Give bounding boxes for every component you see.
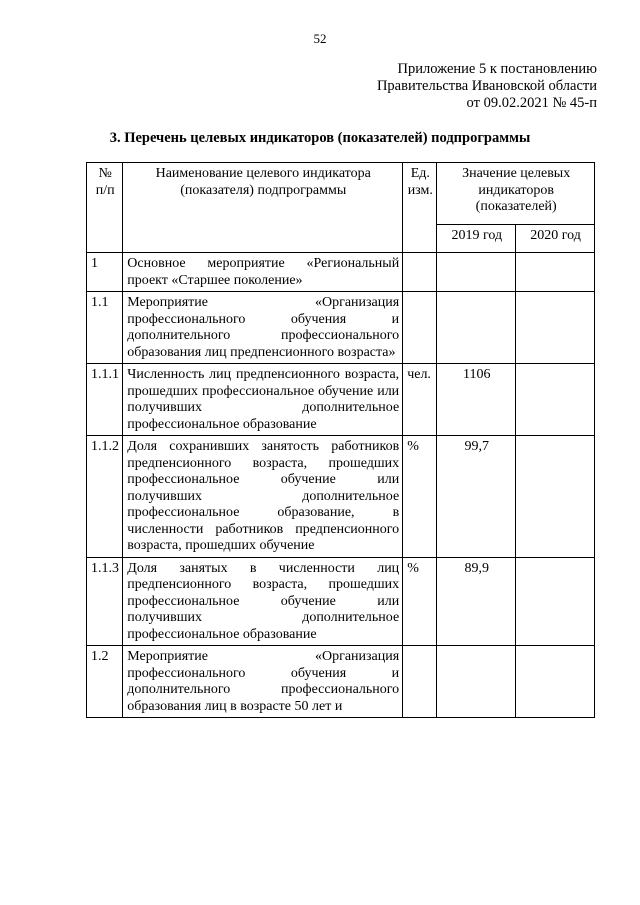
row-value-2019: [437, 253, 516, 292]
table-row: [87, 253, 595, 292]
header-year-2020: 2020 год: [516, 225, 595, 253]
row-value-2020: [516, 364, 595, 436]
row-value-2020: [516, 646, 595, 718]
table-row: [87, 436, 595, 558]
row-value-2020: [516, 292, 595, 364]
row-name: Доля занятых в численности лиц предпенсионного возраста, прошедших профессиональное обучение или получивших дополнительное профессиональное образование: [123, 557, 403, 646]
row-value-2020: [516, 436, 595, 558]
header-name: Наименование целевого индикатора (показателя) подпрограммы: [123, 163, 403, 253]
page-number: 52: [313, 31, 327, 46]
header-num: № п/п: [87, 163, 123, 253]
table-row: [87, 292, 595, 364]
row-num: 1.1.3: [87, 557, 123, 646]
row-name: Основное мероприятие «Региональный проект «Старшее поколение»: [123, 253, 403, 292]
appendix-header: [377, 61, 597, 112]
row-name: Мероприятие «Организация профессионального обучения и дополнительного профессионального образования лиц предпенсионного возраста»: [123, 292, 403, 364]
indicators-table: [86, 162, 595, 718]
header-year-2019: 2019 год: [437, 225, 516, 253]
row-num: 1.1.1: [87, 364, 123, 436]
row-num: 1.2: [87, 646, 123, 718]
row-unit: %: [403, 557, 437, 646]
row-unit: [403, 646, 437, 718]
row-value-2019: 99,7: [437, 436, 516, 558]
row-num: 1.1: [87, 292, 123, 364]
row-unit: %: [403, 436, 437, 558]
row-name: Численность лиц предпенсионного возраста, прошедших профессиональное обучение или получивших дополнительное профессиональное образование: [123, 364, 403, 436]
row-num: 1: [87, 253, 123, 292]
row-unit: [403, 253, 437, 292]
row-name: Мероприятие «Организация профессионального обучения и дополнительного профессионального образования лиц в возрасте 50 лет и: [123, 646, 403, 718]
row-name: Доля сохранивших занятость работников предпенсионного возраста, прошедших профессиональное обучение или получивших дополнительное профессиональное образование, в численности работников предпенсионного возраста, прошедших обучение: [123, 436, 403, 558]
row-value-2020: [516, 557, 595, 646]
appendix-line-1: Приложение 5 к постановлению: [397, 61, 597, 77]
section-title: 3. Перечень целевых индикаторов (показателей) подпрограммы: [109, 130, 531, 146]
table-row: [87, 557, 595, 646]
appendix-line-2: Правительства Ивановской области: [376, 78, 597, 94]
row-value-2020: [516, 253, 595, 292]
table-row: [87, 646, 595, 718]
row-unit: [403, 292, 437, 364]
row-value-2019: 89,9: [437, 557, 516, 646]
appendix-line-3: от 09.02.2021 № 45-п: [466, 95, 597, 111]
table-header-row: [87, 163, 595, 225]
row-value-2019: 1106: [437, 364, 516, 436]
table-row: [87, 364, 595, 436]
row-num: 1.1.2: [87, 436, 123, 558]
row-value-2019: [437, 646, 516, 718]
row-unit: чел.: [403, 364, 437, 436]
header-unit: Ед. изм.: [403, 163, 437, 253]
header-values: Значение целевых индикаторов (показателей): [437, 163, 595, 225]
row-value-2019: [437, 292, 516, 364]
